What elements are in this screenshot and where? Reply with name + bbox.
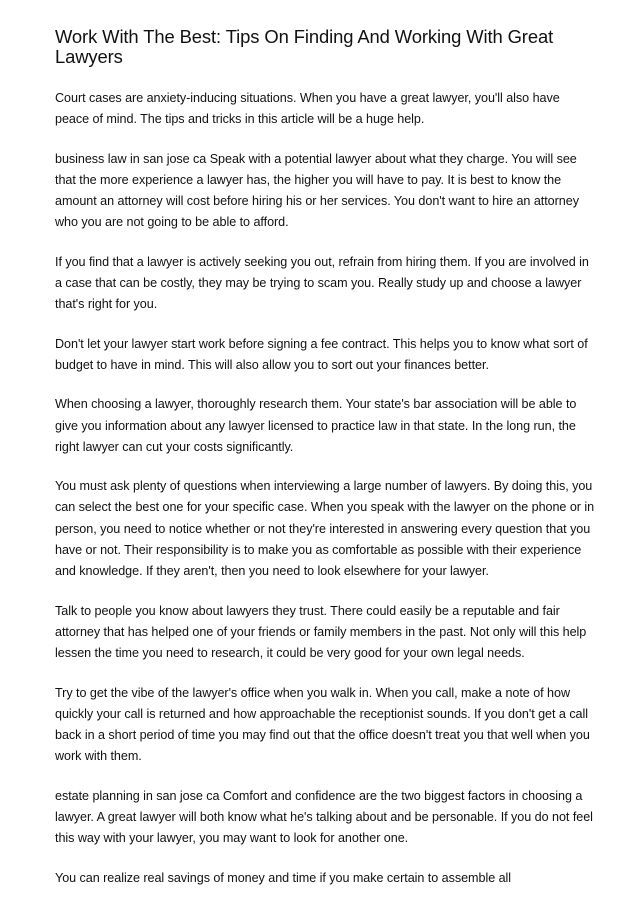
paragraph-research: When choosing a lawyer, thoroughly research them. Your state's bar association will be able to give you information about any lawyer licensed to practice law in that state. In the long run, the right lawyer can cut your costs significantly. <box>55 397 577 454</box>
paragraph-referrals: Talk to people you know about lawyers they trust. There could easily be a reputable and fair attorney that has helped one of your friends or family members in the past. Not only will this help lessen the time you need to research, it could be very good for your own legal needs. <box>55 603 587 661</box>
document-title: Work With The Best: Tips On Finding And Working With Great Lawyers <box>55 26 554 67</box>
paragraph-questions: You must ask plenty of questions when interviewing a large number of lawyers. By doing this, you can select the best one for your specific case. When you speak with the lawyer on the phone or in person, you need to notice whether or not they're interested in answering every question that you have or not. Their responsibility is to make you as comfortable as possible with their experience and knowledge. If they aren't, then you need to look elsewhere for your lawyer. <box>55 479 595 579</box>
paragraph-scam: If you find that a lawyer is actively seeking you out, refrain from hiring them. If you are involved in a case that can be costly, they may be trying to scam you. Really study up and choose a lawyer that's right for you. <box>55 254 589 312</box>
paragraph-fees: business law in san jose ca Speak with a potential lawyer about what they charge. You will see that the more experience a lawyer has, the higher you will have to pay. It is best to know the amount an attorney will cost before hiring his or her services. You don't want to hire an attorney who you are not going to be able to afford. <box>55 151 579 230</box>
document-page <box>55 27 595 907</box>
paragraph-savings: You can realize real savings of money and time if you make certain to assemble all <box>55 870 512 885</box>
paragraph-comfort: estate planning in san jose ca Comfort and confidence are the two biggest factors in choosing a lawyer. A great lawyer will both know what he's talking about and be personable. If you do not feel this way with your lawyer, you may want to look for another one. <box>55 788 593 846</box>
paragraph-intro: Court cases are anxiety-inducing situations. When you have a great lawyer, you'll also have peace of mind. The tips and tricks in this article will be a huge help. <box>55 91 560 127</box>
paragraph-fee-contract: Don't let your lawyer start work before signing a fee contract. This helps you to know what sort of budget to have in mind. This will also allow you to sort out your finances better. <box>55 336 588 372</box>
paragraph-office-vibe: Try to get the vibe of the lawyer's office when you walk in. When you call, make a note of how quickly your call is returned and how approachable the receptionist sounds. If you don't get a call back in a short period of time you may find out that the office doesn't treat you that well when you work with them. <box>55 685 590 764</box>
